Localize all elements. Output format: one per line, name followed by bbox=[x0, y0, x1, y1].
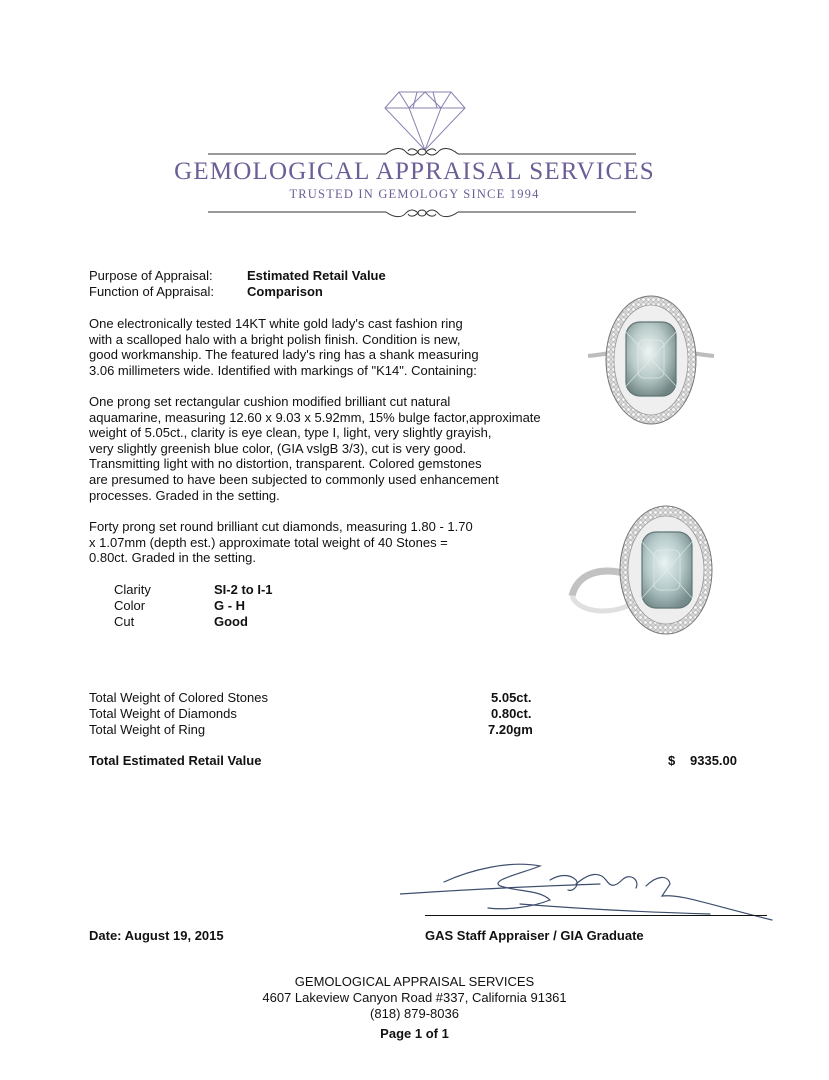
ring-description bbox=[89, 316, 559, 378]
retail-value-label: Total Estimated Retail Value bbox=[89, 753, 262, 768]
function-value: Comparison bbox=[247, 284, 323, 299]
text-line: 0.80ct. Graded in the setting. bbox=[89, 550, 256, 566]
total-colored-stones-value: 5.05ct. bbox=[491, 690, 532, 705]
diamond-icon bbox=[383, 90, 467, 152]
purpose-label: Purpose of Appraisal: bbox=[89, 268, 213, 283]
ring-photo-side bbox=[568, 500, 718, 640]
cut-label: Cut bbox=[114, 614, 135, 629]
signature-mark bbox=[400, 850, 780, 930]
ornament-top bbox=[208, 145, 636, 159]
text-line: weight of 5.05ct., clarity is eye clean, type I, light, very slightly grayish, bbox=[89, 425, 492, 441]
clarity-value: SI-2 to I-1 bbox=[214, 582, 273, 597]
text-line: 3.06 millimeters wide. Identified with markings of "K14". Containing: bbox=[89, 362, 477, 378]
text-line: with a scalloped halo with a bright polish finish. Condition is new, bbox=[89, 331, 461, 347]
signature-line bbox=[425, 915, 767, 916]
footer-company: GEMOLOGICAL APPRAISAL SERVICES bbox=[294, 974, 535, 989]
company-tagline: TRUSTED IN GEMOLOGY SINCE 1994 bbox=[289, 187, 540, 201]
total-ring-value: 7.20gm bbox=[488, 722, 533, 737]
text-line: Forty prong set round brilliant cut diamonds, measuring 1.80 - 1.70 bbox=[89, 519, 473, 534]
text-line: One electronically tested 14KT white gold lady's cast fashion ring bbox=[89, 316, 463, 331]
text-line: Transmitting light with no distortion, transparent. Colored gemstones bbox=[89, 456, 482, 472]
total-ring-label: Total Weight of Ring bbox=[89, 722, 206, 737]
currency-symbol: $ bbox=[668, 753, 676, 768]
text-line: good workmanship. The featured lady's ring has a shank measuring bbox=[89, 347, 479, 363]
page-number: Page 1 of 1 bbox=[380, 1026, 449, 1041]
color-label: Color bbox=[114, 598, 146, 613]
function-label: Function of Appraisal: bbox=[89, 284, 215, 299]
text-line: are presumed to have been subjected to commonly used enhancement bbox=[89, 471, 499, 487]
purpose-value: Estimated Retail Value bbox=[247, 268, 386, 283]
total-diamonds-value: 0.80ct. bbox=[491, 706, 532, 721]
cut-value: Good bbox=[214, 614, 248, 629]
color-value: G - H bbox=[214, 598, 246, 613]
text-line: processes. Graded in the setting. bbox=[89, 487, 280, 503]
retail-value-amount: 9335.00 bbox=[690, 753, 737, 768]
total-diamonds-label: Total Weight of Diamonds bbox=[89, 706, 237, 721]
footer-address: 4607 Lakeview Canyon Road #337, California 91361 bbox=[262, 990, 567, 1005]
clarity-label: Clarity bbox=[114, 582, 151, 597]
text-line: x 1.07mm (depth est.) approximate total weight of 40 Stones = bbox=[89, 534, 448, 550]
appraisal-date: Date: August 19, 2015 bbox=[89, 928, 224, 943]
footer-phone: (818) 879-8036 bbox=[370, 1006, 459, 1021]
ornament-bottom bbox=[208, 205, 636, 219]
total-colored-stones-label: Total Weight of Colored Stones bbox=[89, 690, 268, 705]
text-line: very slightly greenish blue color, (GIA vslgB 3/3), cut is very good. bbox=[89, 440, 467, 456]
gemstone-description bbox=[89, 394, 559, 503]
company-name: GEMOLOGICAL APPRAISAL SERVICES bbox=[174, 158, 655, 185]
ring-photo-front bbox=[586, 292, 716, 432]
appraiser-title: GAS Staff Appraiser / GIA Graduate bbox=[425, 928, 644, 943]
diamonds-description bbox=[89, 519, 559, 566]
text-line: One prong set rectangular cushion modified brilliant cut natural bbox=[89, 394, 451, 409]
text-line: aquamarine, measuring 12.60 x 9.03 x 5.92mm, 15% bulge factor,approximate bbox=[89, 409, 541, 425]
